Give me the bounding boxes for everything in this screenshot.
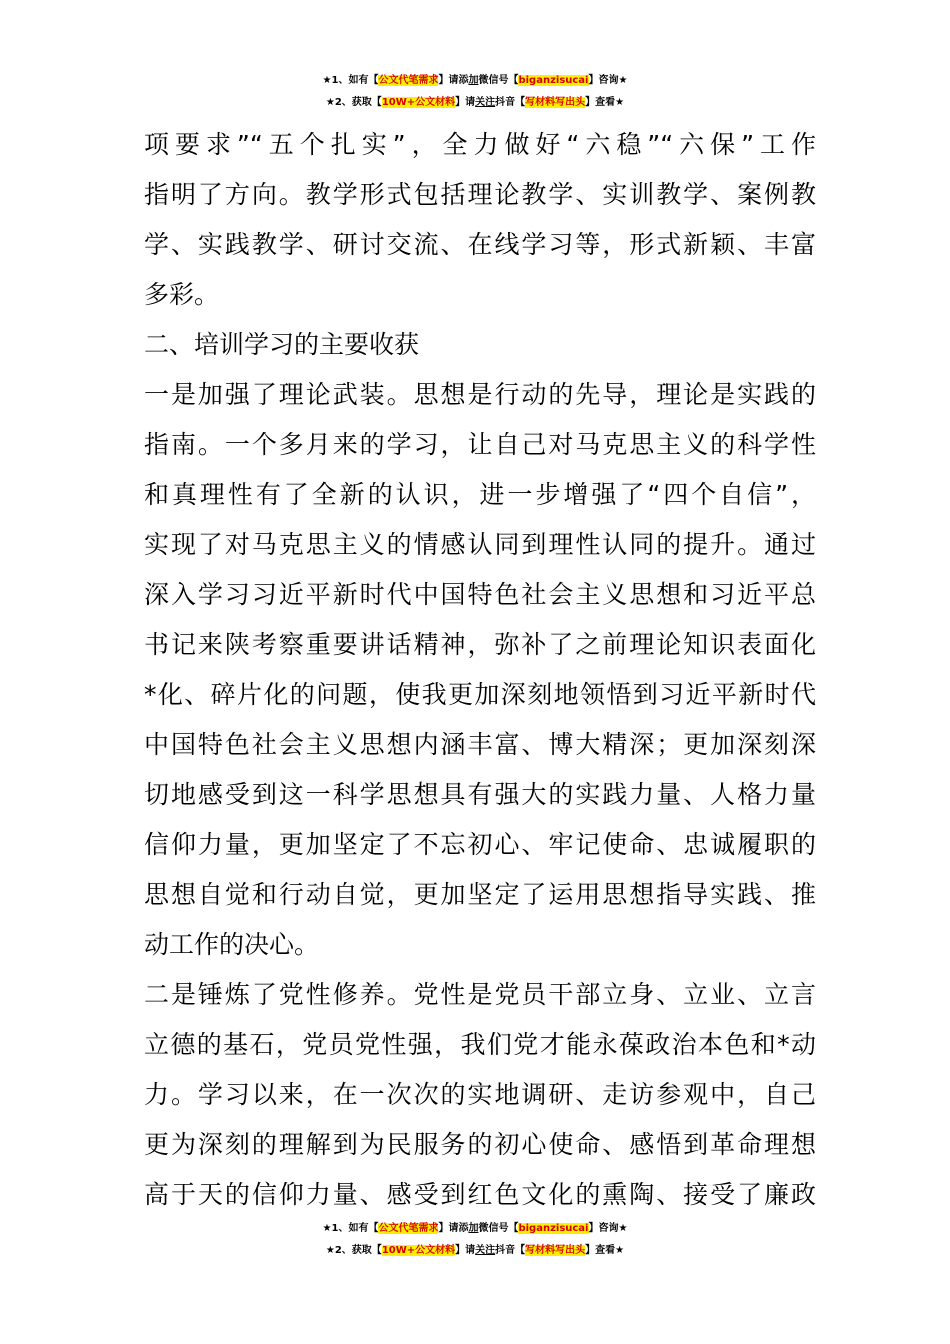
body-line: 多彩。 bbox=[144, 280, 220, 309]
body-line: 思想自觉和行动自觉，更加坚定了运用思想指导实践、推 bbox=[144, 880, 816, 909]
body-line: 信仰力量，更加坚定了不忘初心、牢记使命、忠诚履职的 bbox=[144, 830, 816, 859]
banner-text: 抖音【 bbox=[495, 97, 526, 108]
body-line: *化、碎片化的问题，使我更加深刻地领悟到习近平新时代 bbox=[144, 680, 816, 709]
body-line: 立德的基石，党员党性强，我们党才能永葆政治本色和*动 bbox=[144, 1030, 816, 1059]
body-line: 二、培训学习的主要收获 bbox=[144, 330, 420, 359]
banner-text: 】查看★ bbox=[585, 97, 625, 108]
banner-text: 】查看★ bbox=[585, 1245, 625, 1256]
banner-text: ★2、获取【 bbox=[325, 1245, 382, 1256]
body-line: 实现了对马克思主义的情感认同到理性认同的提升。通过 bbox=[144, 530, 816, 559]
document-body bbox=[144, 120, 816, 1220]
body-line: 指南。一个多月来的学习，让自己对马克思主义的科学性 bbox=[144, 430, 816, 459]
banner-text: ★1、如有【 bbox=[322, 75, 379, 86]
banner-text: ★1、如有【 bbox=[322, 1223, 379, 1234]
footer-banner bbox=[0, 1218, 950, 1262]
banner-text: 微信号【 bbox=[478, 75, 519, 86]
body-line: 更为深刻的理解到为民服务的初心使命、感悟到革命理想 bbox=[144, 1130, 816, 1159]
body-line: 二是锤炼了党性修养。党性是党员干部立身、立业、立言 bbox=[144, 980, 816, 1009]
banner-text: 】咨询★ bbox=[588, 1223, 628, 1234]
body-line: 深入学习习近平新时代中国特色社会主义思想和习近平总 bbox=[144, 580, 816, 609]
body-line: 高于天的信仰力量、感受到红色文化的熏陶、接受了廉政 bbox=[144, 1180, 816, 1209]
body-line: 书记来陕考察重要讲话精神，弥补了之前理论知识表面化 bbox=[144, 630, 816, 659]
banner-highlight: 写材料写出头 bbox=[525, 97, 586, 108]
banner-text: 】请 bbox=[455, 97, 476, 108]
body-line: 切地感受到这一科学思想具有强大的实践力量、人格力量 bbox=[144, 780, 816, 809]
body-line: 一是加强了理论武装。思想是行动的先导，理论是实践的 bbox=[144, 380, 816, 409]
banner-highlight: biganzisucai bbox=[518, 75, 589, 86]
body-line: 和真理性有了全新的认识，进一步增强了“四个自信”， bbox=[144, 480, 816, 509]
banner-line-1 bbox=[0, 1218, 950, 1240]
banner-underlined: 加 bbox=[468, 1223, 479, 1234]
header-banner bbox=[0, 70, 950, 114]
body-line: 项要求”“五个扎实”，全力做好“六稳”“六保”工作 bbox=[144, 130, 816, 159]
body-line: 指明了方向。教学形式包括理论教学、实训教学、案例教 bbox=[144, 180, 816, 209]
body-line: 动工作的决心。 bbox=[144, 930, 320, 959]
banner-highlight: 公文代笔需求 bbox=[378, 1223, 439, 1234]
banner-highlight: 10W+公文材料 bbox=[381, 97, 456, 108]
banner-text: 】咨询★ bbox=[588, 75, 628, 86]
banner-text: 】请添 bbox=[438, 1223, 469, 1234]
banner-line-2 bbox=[0, 92, 950, 114]
banner-text: 抖音【 bbox=[495, 1245, 526, 1256]
banner-text: ★2、获取【 bbox=[325, 97, 382, 108]
body-line: 力。学习以来，在一次次的实地调研、走访参观中，自己 bbox=[144, 1080, 816, 1109]
banner-underlined: 关注 bbox=[475, 1245, 496, 1256]
banner-text: 】请添 bbox=[438, 75, 469, 86]
body-line: 学、实践教学、研讨交流、在线学习等，形式新颖、丰富 bbox=[144, 230, 816, 259]
banner-underlined: 关注 bbox=[475, 97, 496, 108]
banner-highlight: biganzisucai bbox=[518, 1223, 589, 1234]
banner-line-2 bbox=[0, 1240, 950, 1262]
banner-text: 】请 bbox=[455, 1245, 476, 1256]
banner-highlight: 写材料写出头 bbox=[525, 1245, 586, 1256]
banner-highlight: 10W+公文材料 bbox=[381, 1245, 456, 1256]
banner-underlined: 加 bbox=[468, 75, 479, 86]
banner-line-1 bbox=[0, 70, 950, 92]
banner-highlight: 公文代笔需求 bbox=[378, 75, 439, 86]
body-line: 中国特色社会主义思想内涵丰富、博大精深；更加深刻深 bbox=[144, 730, 816, 759]
banner-text: 微信号【 bbox=[478, 1223, 519, 1234]
